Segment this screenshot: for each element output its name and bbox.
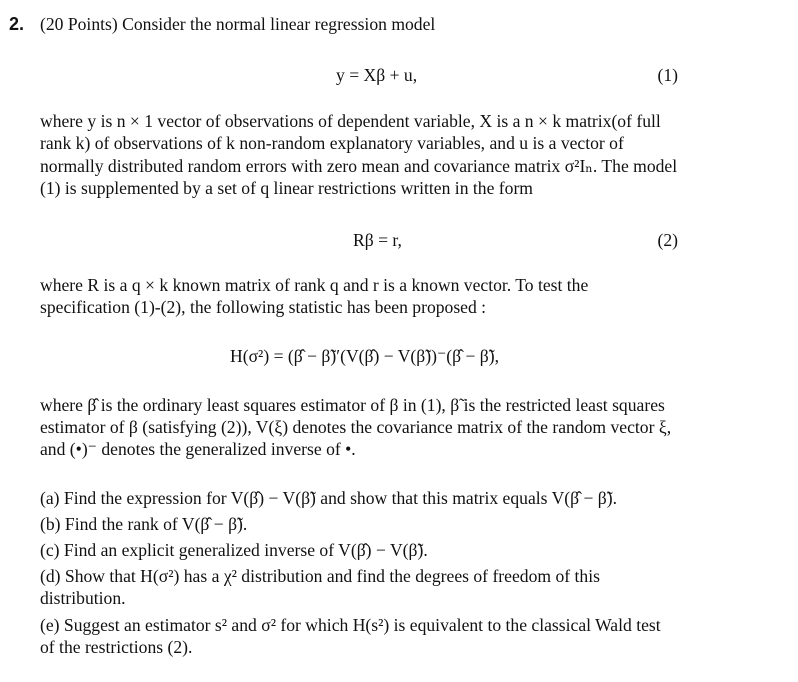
part-e-line-2: of the restrictions (2). [40,637,193,657]
part-b: (b) Find the rank of V(β̂ − β̃). [40,514,248,534]
part-e-line-1: (e) Suggest an estimator s² and σ² for which H(s²) is equivalent to the classical Wald test [40,615,661,635]
problem-number: 2. [9,14,25,34]
problem-header: (20 Points) Consider the normal linear regression model [40,14,436,34]
paragraph-3-line-1: where β̂ is the ordinary least squares estimator of β in (1), β̃ is the restricted least squares [40,395,665,415]
part-a: (a) Find the expression for V(β̂) − V(β̃) and show that this matrix equals V(β̂ − β̃). [40,488,618,508]
part-c: (c) Find an explicit generalized inverse of V(β̂) − V(β̃). [40,540,428,560]
paragraph-3-line-2: estimator of β (satisfying (2)), V(ξ) denotes the covariance matrix of the random vector ξ, [40,417,672,437]
equation-1-label: (1) [657,65,678,85]
equation-2-label: (2) [657,230,678,250]
paragraph-1-line-4: (1) is supplemented by a set of q linear restrictions written in the form [40,178,533,198]
part-d-line-1: (d) Show that H(σ²) has a χ² distribution and find the degrees of freedom of this [40,566,600,586]
paragraph-1-line-3: normally distributed random errors with zero mean and covariance matrix σ²Iₙ. The model [40,156,678,176]
paragraph-2-line-2: specification (1)-(2), the following statistic has been proposed : [40,297,487,317]
paragraph-1-line-2: rank k) of observations of k non-random explanatory variables, and u is a vector of [40,133,624,153]
paragraph-2-line-1: where R is a q × k known matrix of rank q and r is a known vector. To test the [40,275,589,295]
paragraph-3-line-3: and (•)⁻ denotes the generalized inverse of •. [40,439,356,459]
equation-3: H(σ²) = (β̂ − β̃)′(V(β̂) − V(β̃))⁻(β̂ − β̃), [230,346,499,366]
part-d-line-2: distribution. [40,588,126,608]
equation-1: y = Xβ + u, [336,65,418,85]
paragraph-1-line-1: where y is n × 1 vector of observations of dependent variable, X is a n × k matrix(of full [40,111,661,131]
equation-2: Rβ = r, [353,230,402,250]
